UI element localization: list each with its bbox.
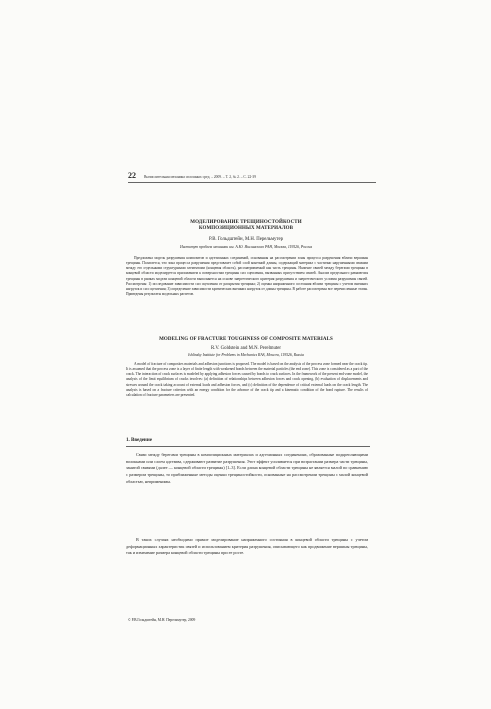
abstract-ru: Предложена модель разрушения композитов и адгезионных соединений, основанная на рассмотрении зоны процесса разрушения вблизи вершины трещины. Полагается, что зона процесса разрушения представляет собой слой конечной длины, содержащий материал с частично нарушенными связями между его отдельными структурными элементами (концевая область), рассматриваемый как часть трещины. Наличие связей между берегами трещины в концевой области моделируется приложением к поверхностям трещины сил сцепления, вызванных присутствием связей. Анализ предельного равновесия трещины в рамках модели концевой области выполняется на основе энергетического критерия разрушения и энергетического условия разрушения связей. Рассмотрены: 1) исследование зависимости сил сцепления от раскрытия трещины; 2) оценка напряженного состояния вблизи трещины с учетом внешних нагрузок и сил сцепления; 3) определение зависимости критических внешних нагрузок от длины трещины. В работе рассмотрены все перечисленные этапы. Приведены результаты модельных расчетов. bbox=[126, 256, 368, 297]
body-paragraph-1: Связи между берегами трещины в композиционных материалах и адгезионных соединениях, образованные подкрепляющими волокнами или слоем адгезива, сдерживают развитие разрушения. Этот эффект усиливается при возрастании размера части трещины, занятой связями (далее — концевой области трещины) [1–3]. Если длина концевой области трещины не является малой по сравнению с размером трещины, то приближенные методы оценки трещиностойкости, основанные на рассмотрении трещины с малой концевой областью, неприменимы. bbox=[126, 452, 368, 484]
body-paragraph-2: В таких случаях необходимо прямое моделирование напряженного состояния в концевой области трещины с учетом деформационных характеристик связей и использованием критерия разрушения, описывающего как продвижение вершины трещины, так и изменение размера концевой области трещины при ее росте. bbox=[126, 537, 368, 556]
section-divider bbox=[126, 446, 370, 447]
paper-title-ru-line1: МОДЕЛИРОВАНИЕ ТРЕЩИНОСТОЙКОСТИ bbox=[190, 220, 302, 225]
paper-title-ru-line2: КОМПОЗИЦИОННЫХ МАТЕРИАЛОВ bbox=[198, 226, 294, 231]
copyright-line: © Р.В.Гольдштейн, М.Н. Перельмутер, 2009 bbox=[128, 618, 196, 622]
authors-en: R.V. Goldstein and M.N. Perelmuter bbox=[211, 346, 281, 351]
institution-en: Ishlinsky Institute for Problems in Mechanics RAS, Moscow, 119526, Russia bbox=[188, 353, 304, 357]
running-header bbox=[128, 171, 376, 183]
page-number: 22 bbox=[128, 171, 136, 180]
running-title: Вычислительная механика сплошных сред. – 2009. – Т. 2, № 2. – С. 22-39 bbox=[144, 175, 256, 179]
authors-ru: Р.В. Гольдштейн, М.Н. Перельмутер bbox=[208, 237, 284, 242]
abstract-en: A model of fracture of composites materials and adhesion junctions is proposed. The model is based on the analysis of the process zone formed near the crack tip. It is assumed that the process zone is a layer of finite length with weakened bonds between the material particles (the end zone). This zone is considered as a part of the crack. The interaction of crack surfaces is modeled by applying adhesion forces caused by bonds to crack surfaces. In the framework of the present end-zone model, the analysis of the limit equilibrium of cracks involves: (a) definition of relationships between adhesion forces and crack opening, (b) evaluation of displacements and stresses around the crack taking account of external loads and adhesion forces, and (c) definition of the dependence of critical external loads on the crack length. The analysis is based on a fracture criterion with an energy condition for the advance of the crack tip and a kinematic condition of the bond rupture. The results of calculation of fracture parameters are presented. bbox=[126, 362, 368, 397]
paper-title-ru bbox=[120, 220, 372, 232]
paper-title-en: MODELING OF FRACTURE TOUGHNESS OF COMPOSITE MATERIALS bbox=[159, 337, 333, 342]
institution-ru: Институт проблем механики им. А.Ю. Ишлинского РАН, Москва, 119526, Россия bbox=[180, 245, 312, 249]
section-heading: 1. Введение bbox=[126, 438, 152, 443]
